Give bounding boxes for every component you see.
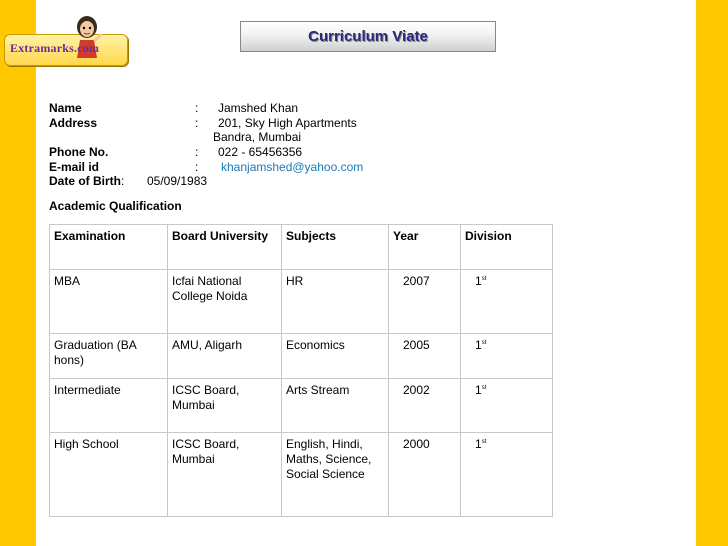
academic-heading: Academic Qualification [49,199,182,213]
division-suffix: st [481,385,487,391]
cell-year: 2005 [389,334,461,379]
cell-division [461,334,553,379]
cell-board: AMU, Aligarh [168,334,282,379]
division-suffix: st [481,439,487,445]
colon: : [195,116,199,130]
cell-subjects: English, Hindi, Maths, Science, Social Science [282,433,389,517]
cell-exam: MBA [50,270,168,334]
dob-label: Date of Birth [49,174,121,188]
cell-board: Icfai National College Noida [168,270,282,334]
cell-year: 2002 [389,379,461,433]
phone-value: 022 - 65456356 [218,145,303,159]
cell-division [461,270,553,334]
division-suffix: st [481,276,487,282]
dob-value: 05/09/1983 [147,174,208,188]
cell-division [461,433,553,517]
cell-exam: High School [50,433,168,517]
division-value: 1 [475,274,482,288]
cell-subjects: Economics [282,334,389,379]
email-link[interactable]: khanjamshed@yahoo.com [221,160,364,174]
table-header-row [50,225,553,270]
colon: : [121,174,125,188]
cell-board: ICSC Board, Mumbai [168,379,282,433]
colon: : [195,145,199,159]
email-label: E-mail id [49,160,100,174]
cell-exam: Graduation (BA hons) [50,334,168,379]
qualification-table [49,224,553,517]
division-suffix: st [481,340,487,346]
title-box [240,21,496,52]
colon: : [195,160,199,174]
name-label: Name [49,101,82,115]
division-value: 1 [475,338,482,352]
header-cell: Division [461,225,553,270]
header-cell: Examination [50,225,168,270]
table-row [50,379,553,433]
cell-year: 2007 [389,270,461,334]
table-row [50,433,553,517]
address-label: Address [49,116,98,130]
table-row [50,270,553,334]
table-row [50,334,553,379]
division-value: 1 [475,437,482,451]
header-cell: Subjects [282,225,389,270]
cell-subjects: HR [282,270,389,334]
address-line1: 201, Sky High Apartments [218,116,357,130]
colon: : [195,101,199,115]
logo-text: Extramarks.com [10,41,100,55]
cell-subjects: Arts Stream [282,379,389,433]
header-cell: Year [389,225,461,270]
name-value: Jamshed Khan [218,101,299,115]
cell-division [461,379,553,433]
cell-board: ICSC Board, Mumbai [168,433,282,517]
header-cell: Board University [168,225,282,270]
extramarks-logo[interactable] [4,14,126,64]
division-value: 1 [475,383,482,397]
page-title: Curriculum Viate [308,28,428,45]
phone-label: Phone No. [49,145,109,159]
cell-year: 2000 [389,433,461,517]
cell-exam: Intermediate [50,379,168,433]
address-line2: Bandra, Mumbai [213,130,302,144]
